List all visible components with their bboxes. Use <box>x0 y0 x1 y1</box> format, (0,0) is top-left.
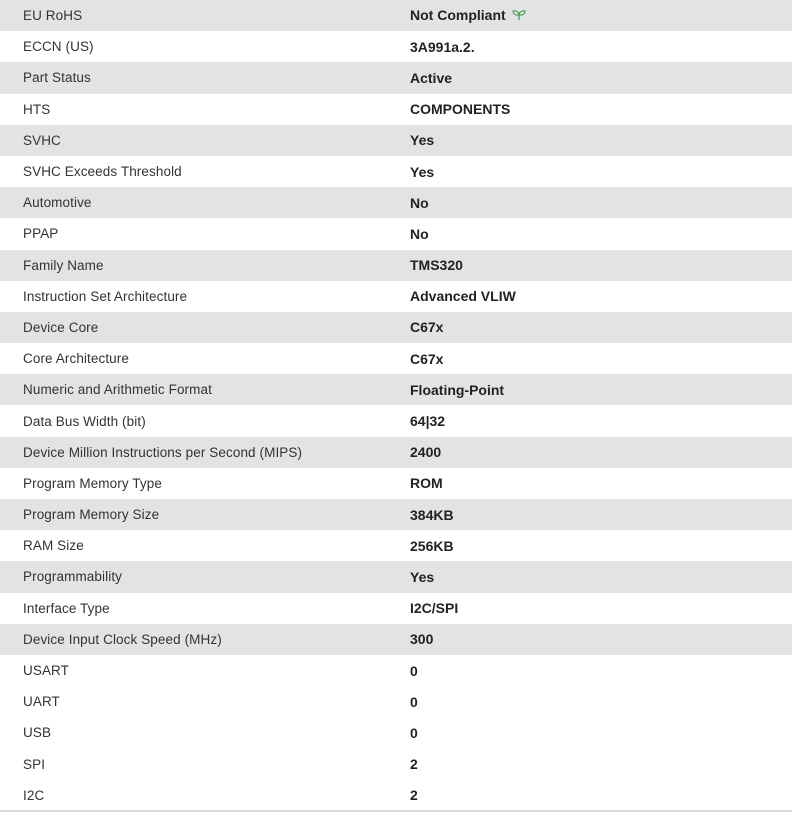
spec-label: Instruction Set Architecture <box>23 288 188 304</box>
spec-value: Floating-Point <box>410 381 505 398</box>
spec-row-usb <box>0 717 792 748</box>
spec-label: Interface Type <box>23 600 110 616</box>
spec-label: USART <box>23 663 70 679</box>
spec-value: 0 <box>410 724 418 741</box>
spec-row-interface-type <box>0 593 792 624</box>
spec-row-eu-rohs <box>0 0 792 31</box>
spec-value: 2400 <box>410 444 442 461</box>
spec-label: HTS <box>23 101 51 117</box>
spec-row-numeric-format <box>0 374 792 405</box>
spec-value: Yes <box>410 163 435 180</box>
spec-value: TMS320 <box>410 257 463 274</box>
spec-label: RAM Size <box>23 538 84 554</box>
spec-label: Family Name <box>23 257 104 273</box>
spec-label: Numeric and Arithmetic Format <box>23 382 212 398</box>
spec-row-core-architecture <box>0 343 792 374</box>
spec-row-ram-size <box>0 530 792 561</box>
spec-value: No <box>410 194 429 211</box>
leaf-icon <box>512 8 526 24</box>
spec-row-program-memory-type <box>0 468 792 499</box>
spec-label: Automotive <box>23 195 92 211</box>
spec-value: COMPONENTS <box>410 101 511 118</box>
spec-row-programmability <box>0 561 792 592</box>
spec-value-cell <box>410 0 792 31</box>
spec-row-spi <box>0 749 792 780</box>
spec-row-svhc <box>0 125 792 156</box>
spec-label: Core Architecture <box>23 351 129 367</box>
spec-row-svhc-threshold <box>0 156 792 187</box>
spec-value: Yes <box>410 132 435 149</box>
spec-row-hts <box>0 94 792 125</box>
spec-value: C67x <box>410 350 444 367</box>
spec-value: ROM <box>410 475 443 492</box>
spec-value: 2 <box>410 787 418 804</box>
spec-label: SVHC Exceeds Threshold <box>23 164 182 180</box>
spec-value: 2 <box>410 756 418 773</box>
spec-row-i2c <box>0 780 792 811</box>
spec-row-device-core <box>0 312 792 343</box>
spec-row-uart <box>0 686 792 717</box>
spec-value: Active <box>410 69 453 86</box>
spec-row-automotive <box>0 187 792 218</box>
spec-row-ppap <box>0 218 792 249</box>
spec-label: Device Million Instructions per Second (MIPS) <box>23 444 303 460</box>
spec-label: Part Status <box>23 70 91 86</box>
spec-value: 300 <box>410 631 434 648</box>
spec-value: I2C/SPI <box>410 600 459 617</box>
spec-value: Advanced VLIW <box>410 288 516 305</box>
spec-label: Program Memory Type <box>23 475 162 491</box>
spec-row-usart <box>0 655 792 686</box>
spec-value: 256KB <box>410 537 454 554</box>
spec-row-part-status <box>0 62 792 93</box>
spec-value: C67x <box>410 319 444 336</box>
table-bottom-divider <box>0 810 792 812</box>
spec-label: PPAP <box>23 226 59 242</box>
spec-value: Not Compliant <box>410 7 506 24</box>
spec-value: 64|32 <box>410 413 446 430</box>
spec-label: ECCN (US) <box>23 39 94 55</box>
spec-row-mips <box>0 437 792 468</box>
spec-row-clock-speed <box>0 624 792 655</box>
spec-value: Yes <box>410 568 435 585</box>
spec-row-data-bus-width <box>0 405 792 436</box>
spec-value: 3A991a.2. <box>410 38 475 55</box>
spec-row-instruction-set <box>0 281 792 312</box>
spec-row-program-memory-size <box>0 499 792 530</box>
spec-label: Program Memory Size <box>23 507 160 523</box>
spec-label: Data Bus Width (bit) <box>23 413 146 429</box>
spec-label: SPI <box>23 756 46 772</box>
spec-label: USB <box>23 725 52 741</box>
spec-value: 384KB <box>410 506 454 523</box>
spec-label: Device Input Clock Speed (MHz) <box>23 631 222 647</box>
spec-value: No <box>410 225 429 242</box>
spec-value: 0 <box>410 662 418 679</box>
spec-row-eccn <box>0 31 792 62</box>
spec-label: Device Core <box>23 319 99 335</box>
spec-label: SVHC <box>23 132 61 148</box>
spec-label: UART <box>23 694 60 710</box>
spec-label: I2C <box>23 787 45 803</box>
spec-label: Programmability <box>23 569 123 585</box>
spec-label: EU RoHS <box>23 8 83 24</box>
spec-row-family-name <box>0 250 792 281</box>
spec-value: 0 <box>410 693 418 710</box>
